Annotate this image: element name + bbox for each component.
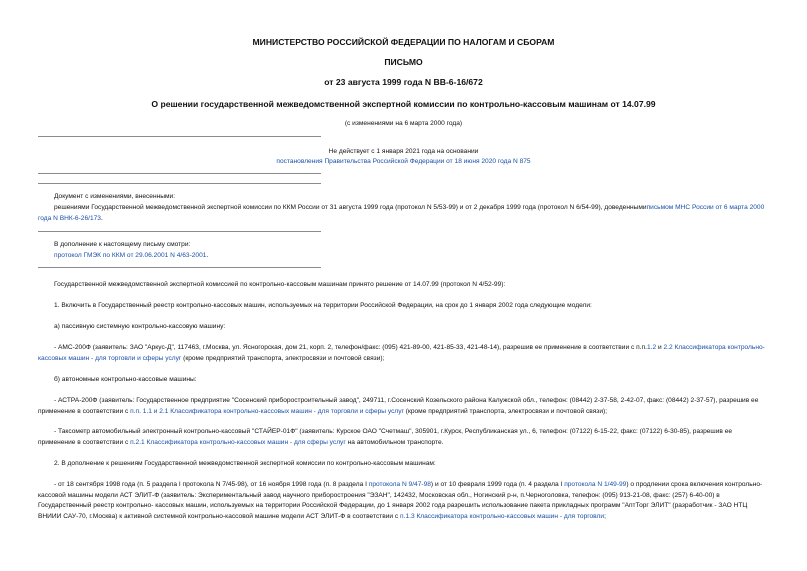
document-type: ПИСЬМО — [384, 57, 423, 67]
item-2-paragraph: - от 18 сентября 1998 года (п. 5 раздела I протокола N 7/45-98), от 16 ноября 1998 года (п. 8 раздела I протокола N 9/47-98) и от 10 февраля 1999 года (п. 4 раздела I протокола N 1/49-99) о продлении срока включения контрольно-кассовой машины модели АСТ ЭЛИТ-Ф (заявитель: Экспериментальный завод научного приборостроения "ЭЗАН", 142432, Московская обл., Ногинский р-н, п.Черноголовка, телефон: (095) 913-21-08, факс: (257) 6-40-00) в Государственный реестр контрольно- кассовых машин, используемых на территории Российской Федерации, до 1 января 2002 года разрешить использование пакета прикладных программ "АптТорг ЭЛИТ" (разработчик - ЗАО НТЦ ВНИИИ САУ-70, г.Москва) к активной системной контрольно-кассовой машине модели АСТ ЭЛИТ-Ф в соответствии с п.1.3 Классификатора контрольно-кассовых машин - для торговли; — [38, 481, 763, 520]
divider — [38, 136, 321, 137]
amc-200f-paragraph: - АМС-200Ф (заявитель: ЗАО "Аркус-Д", 117463, г.Москва, ул. Ясногорская, дом 21, корп. 2, телефон/факс: (095) 421-89-00, 421-85-33, 421-48-14), разрешив ее применение в соответствии с п.п.1.2 и 2.2 Классификатора контрольно-кассовых машин - для торговли и сферы услуг (кроме предприятий транспорта, электросвязи и почтовой связи); — [38, 344, 765, 362]
amendments-label: Документ с изменениями, внесенными: — [54, 193, 176, 200]
intro-paragraph: Государственной межведомственной экспертной комиссией по контрольно-кассовым машинам принято решение от 14.07.99 (протокол N 4/52-99): — [54, 281, 506, 288]
classifier-1-3-link[interactable]: п.1.3 Классификатора контрольно-кассовых машин - для торговли — [400, 512, 605, 520]
status-link[interactable]: постановления Правительства Российской Федерации от 18 июня 2020 года N 875 — [276, 158, 531, 165]
revision-note: (с изменениями на 6 марта 2000 года) — [344, 120, 463, 127]
item-1a: а) пассивную системную контрольно-кассовую машину: — [54, 323, 226, 330]
see-also-label: В дополнение к настоящему письму смотри: — [54, 241, 191, 248]
status-line: Не действует с 1 января 2021 года на основании — [328, 148, 479, 155]
item-1: 1. Включить в Государственный реестр контрольно-кассовых машин, используемых на территории Российской Федерации, на срок до 1 января 2002 года следующие модели: — [54, 302, 592, 309]
amc-link-1-2[interactable]: 1.2 — [646, 344, 657, 351]
divider — [38, 267, 321, 268]
see-also-line: протокол ГМЭК по ККМ от 29.06.2001 N 4/63-2001. — [54, 252, 209, 259]
taxi-meter-paragraph: - Таксометр автомобильный электронный контрольно-кассовый "СТАЙЕР-01Ф" (заявитель: Курское ОАО "Счетмаш", 305901, г.Курск, Республиканская ул., 6, телефон: (07122) 6-15-22, факс: (07122) 6-30-85), разрешив ее применение в соответствии с п.2.1 Классификатора контрольно-кассовых машин - для сферы услуг на автомобильном транспорте. — [38, 428, 733, 446]
item-2: 2. В дополнение к решениям Государственной межведомственной экспертной комиссии по контрольно-кассовым машинам: — [54, 460, 436, 467]
amendments-text: решениями Государственной межведомственной экспертной комиссии по ККМ России от 31 августа 1999 года (протокол N 5/53-99) и от 2 декабря 1999 года (протокол N 6/54-99), доведеннымиписьмом МНС России от 6 марта 2000 года N ВНК-6-26/173. — [38, 204, 765, 222]
divider — [38, 231, 321, 232]
taxi-classifier-link[interactable]: п.2.1 Классификатора контрольно-кассовых машин - для сферы услуг — [130, 438, 346, 446]
amc-link-2-2[interactable]: 2.2 Классификатора контрольно-кассовых машин - для торговли и сферы услуг — [38, 344, 765, 362]
astra-paragraph: - АСТРА-200Ф (заявитель: Государственное предприятие "Сосенский приборостроительный завод", 249711, г.Сосенский Козельского района Калужской обл., телефон: (08442) 2-37-58, 2-42-07, факс: (08442) 2-37-57), разрешив ее применение в соответствии с п.п. 1.1 и 2.1 Классификатора контрольно-кассовых машин - для торговли и сферы услуг (кроме предприятий транспорта, электросвязи и почтовой связи); — [38, 397, 759, 415]
document-title: О решении государственной межведомственной экспертной комиссии по контрольно-кассовым машинам от 14.07.99 — [151, 99, 656, 109]
see-also-link[interactable]: протокол ГМЭК по ККМ от 29.06.2001 N 4/63-2001 — [54, 252, 207, 259]
divider — [38, 183, 321, 184]
protocol-1-49-99-link[interactable]: протокола N 1/49-99 — [564, 481, 627, 488]
ministry-heading: МИНИСТЕРСТВО РОССИЙСКОЙ ФЕДЕРАЦИИ ПО НАЛОГАМ И СБОРАМ — [252, 37, 555, 47]
divider — [38, 173, 321, 174]
amendments-link[interactable]: письмом МНС России от 6 марта 2000 года N ВНК-6-26/173 — [38, 204, 765, 222]
astra-classifier-link[interactable]: п.п. 1.1 и 2.1 Классификатора контрольно-кассовых машин - для торговли и сферы услуг — [130, 407, 404, 415]
protocol-9-47-98-link[interactable]: протокола N 9/47-98 — [368, 481, 431, 488]
item-1b: б) автономные контрольно-кассовые машины: — [54, 376, 197, 383]
document-date-number: от 23 августа 1999 года N ВВ-6-16/672 — [324, 77, 483, 87]
status-link-row — [0, 157, 807, 167]
